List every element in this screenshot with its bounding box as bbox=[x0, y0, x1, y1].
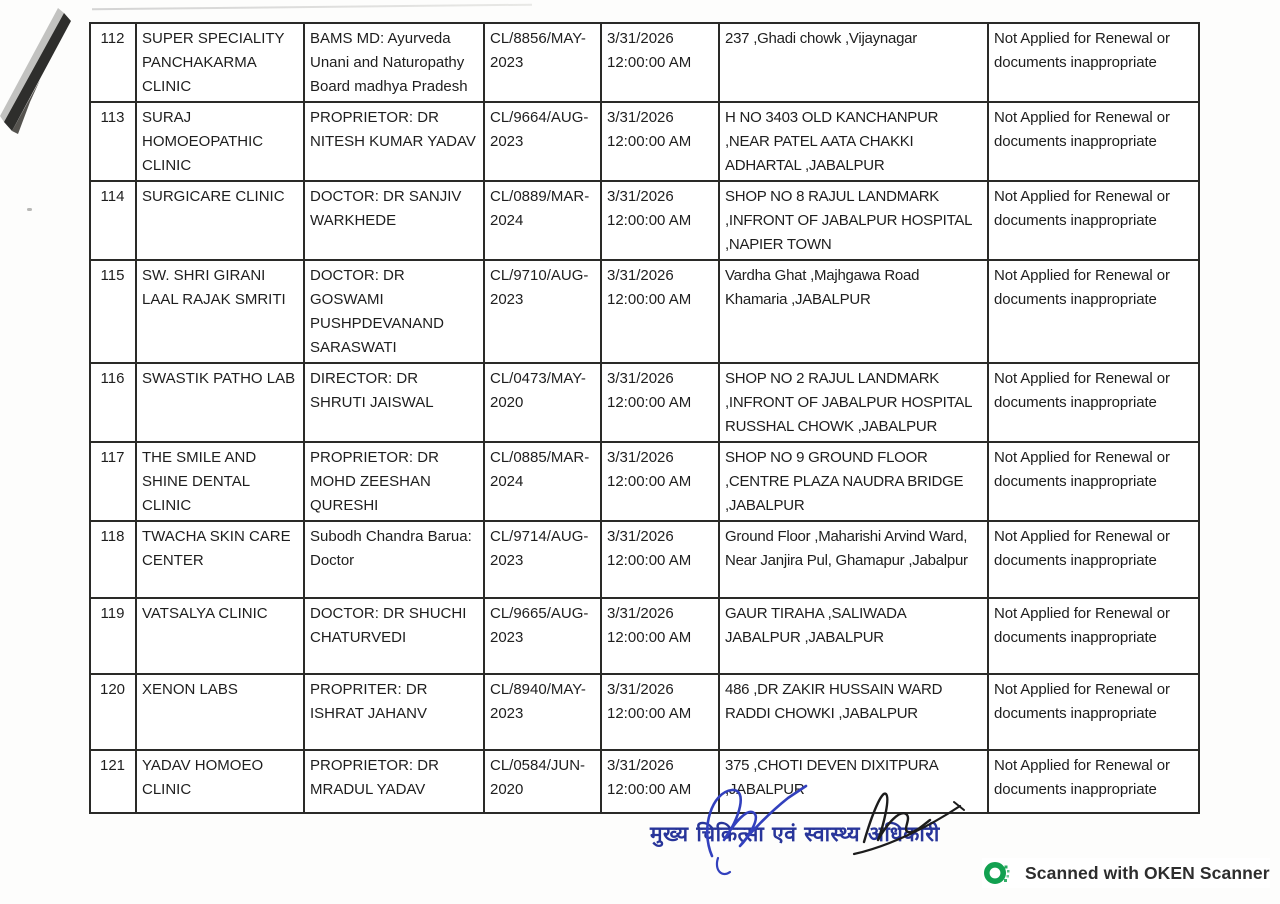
status-cell: Not Applied for Renewal or documents inappropriate bbox=[988, 102, 1199, 181]
address-cell: 237 ,Ghadi chowk ,Vijaynagar bbox=[719, 23, 988, 102]
address-cell: Ground Floor ,Maharishi Arvind Ward, Near Janjira Pul, Ghamapur ,Jabalpur bbox=[719, 521, 988, 598]
table-row bbox=[90, 674, 1199, 750]
oken-scanner-badge bbox=[982, 858, 1270, 888]
serial-cell: 120 bbox=[90, 674, 136, 750]
status-cell: Not Applied for Renewal or documents inappropriate bbox=[988, 363, 1199, 442]
license-cell: CL/9710/AUG-2023 bbox=[484, 260, 601, 363]
address-cell: 486 ,DR ZAKIR HUSSAIN WARD RADDI CHOWKI ,JABALPUR bbox=[719, 674, 988, 750]
owner-cell: DOCTOR: DR SANJIV WARKHEDE bbox=[304, 181, 484, 260]
serial-cell: 113 bbox=[90, 102, 136, 181]
address-cell: Vardha Ghat ,Majhgawa Road Khamaria ,JABALPUR bbox=[719, 260, 988, 363]
status-cell: Not Applied for Renewal or documents inappropriate bbox=[988, 260, 1199, 363]
clinic-name-cell: XENON LABS bbox=[136, 674, 304, 750]
serial-cell: 114 bbox=[90, 181, 136, 260]
owner-cell: PROPRIETOR: DR NITESH KUMAR YADAV bbox=[304, 102, 484, 181]
owner-cell: PROPRITER: DR ISHRAT JAHANV bbox=[304, 674, 484, 750]
clinic-name-cell: TWACHA SKIN CARE CENTER bbox=[136, 521, 304, 598]
license-cell: CL/9664/AUG-2023 bbox=[484, 102, 601, 181]
address-cell: GAUR TIRAHA ,SALIWADA JABALPUR ,JABALPUR bbox=[719, 598, 988, 674]
status-cell: Not Applied for Renewal or documents inappropriate bbox=[988, 442, 1199, 521]
valid-until-cell: 3/31/2026 12:00:00 AM bbox=[601, 23, 719, 102]
serial-cell: 115 bbox=[90, 260, 136, 363]
table-row bbox=[90, 521, 1199, 598]
serial-cell: 117 bbox=[90, 442, 136, 521]
valid-until-cell: 3/31/2026 12:00:00 AM bbox=[601, 260, 719, 363]
license-cell: CL/8940/MAY-2023 bbox=[484, 674, 601, 750]
address-cell: SHOP NO 2 RAJUL LANDMARK ,INFRONT OF JABALPUR HOSPITAL RUSSHAL CHOWK ,JABALPUR bbox=[719, 363, 988, 442]
scan-artifact-top-streak bbox=[92, 4, 532, 11]
clinic-name-cell: VATSALYA CLINIC bbox=[136, 598, 304, 674]
clinic-name-cell: SWASTIK PATHO LAB bbox=[136, 363, 304, 442]
table-row bbox=[90, 102, 1199, 181]
oken-scanner-icon bbox=[982, 858, 1012, 888]
valid-until-cell: 3/31/2026 12:00:00 AM bbox=[601, 674, 719, 750]
clinic-registry-table bbox=[89, 22, 1200, 814]
table-row bbox=[90, 598, 1199, 674]
owner-cell: Subodh Chandra Barua: Doctor bbox=[304, 521, 484, 598]
valid-until-cell: 3/31/2026 12:00:00 AM bbox=[601, 598, 719, 674]
valid-until-cell: 3/31/2026 12:00:00 AM bbox=[601, 363, 719, 442]
signature-black-ink bbox=[848, 780, 973, 865]
valid-until-cell: 3/31/2026 12:00:00 AM bbox=[601, 521, 719, 598]
owner-cell: PROPRIETOR: DR MRADUL YADAV bbox=[304, 750, 484, 813]
table-row bbox=[90, 750, 1199, 813]
clinic-name-cell: SURGICARE CLINIC bbox=[136, 181, 304, 260]
owner-cell: DOCTOR: DR GOSWAMI PUSHPDEVANAND SARASWATI bbox=[304, 260, 484, 363]
address-cell: 375 ,CHOTI DEVEN DIXITPURA ,JABALPUR bbox=[719, 750, 988, 813]
scan-artifact-pen-edge bbox=[0, 0, 90, 150]
serial-cell: 116 bbox=[90, 363, 136, 442]
license-cell: CL/9714/AUG-2023 bbox=[484, 521, 601, 598]
table-row bbox=[90, 442, 1199, 521]
valid-until-cell: 3/31/2026 12:00:00 AM bbox=[601, 750, 719, 813]
address-cell: SHOP NO 8 RAJUL LANDMARK ,INFRONT OF JABALPUR HOSPITAL ,NAPIER TOWN bbox=[719, 181, 988, 260]
clinic-name-cell: SURAJ HOMOEOPATHIC CLINIC bbox=[136, 102, 304, 181]
license-cell: CL/0889/MAR-2024 bbox=[484, 181, 601, 260]
clinic-name-cell: THE SMILE AND SHINE DENTAL CLINIC bbox=[136, 442, 304, 521]
valid-until-cell: 3/31/2026 12:00:00 AM bbox=[601, 102, 719, 181]
status-cell: Not Applied for Renewal or documents inappropriate bbox=[988, 750, 1199, 813]
officer-designation-stamp: मुख्य चिकित्सा एवं स्वास्थ्य अधिकारी bbox=[650, 822, 940, 846]
serial-cell: 119 bbox=[90, 598, 136, 674]
status-cell: Not Applied for Renewal or documents inappropriate bbox=[988, 23, 1199, 102]
license-cell: CL/0885/MAR-2024 bbox=[484, 442, 601, 521]
table-row bbox=[90, 260, 1199, 363]
serial-cell: 121 bbox=[90, 750, 136, 813]
license-cell: CL/0584/JUN-2020 bbox=[484, 750, 601, 813]
address-cell: SHOP NO 9 GROUND FLOOR ,CENTRE PLAZA NAUDRA BRIDGE ,JABALPUR bbox=[719, 442, 988, 521]
license-cell: CL/8856/MAY-2023 bbox=[484, 23, 601, 102]
owner-cell: BAMS MD: Ayurveda Unani and Naturopathy Board madhya Pradesh bbox=[304, 23, 484, 102]
status-cell: Not Applied for Renewal or documents inappropriate bbox=[988, 181, 1199, 260]
license-cell: CL/9665/AUG-2023 bbox=[484, 598, 601, 674]
table-row bbox=[90, 23, 1199, 102]
serial-cell: 118 bbox=[90, 521, 136, 598]
status-cell: Not Applied for Renewal or documents inappropriate bbox=[988, 521, 1199, 598]
valid-until-cell: 3/31/2026 12:00:00 AM bbox=[601, 442, 719, 521]
status-cell: Not Applied for Renewal or documents inappropriate bbox=[988, 674, 1199, 750]
valid-until-cell: 3/31/2026 12:00:00 AM bbox=[601, 181, 719, 260]
owner-cell: PROPRIETOR: DR MOHD ZEESHAN QURESHI bbox=[304, 442, 484, 521]
table-row bbox=[90, 363, 1199, 442]
owner-cell: DOCTOR: DR SHUCHI CHATURVEDI bbox=[304, 598, 484, 674]
table-row bbox=[90, 181, 1199, 260]
serial-cell: 112 bbox=[90, 23, 136, 102]
status-cell: Not Applied for Renewal or documents inappropriate bbox=[988, 598, 1199, 674]
oken-scanner-label: Scanned with OKEN Scanner bbox=[1025, 862, 1270, 883]
clinic-name-cell: SW. SHRI GIRANI LAAL RAJAK SMRITI bbox=[136, 260, 304, 363]
clinic-name-cell: YADAV HOMOEO CLINIC bbox=[136, 750, 304, 813]
clinic-name-cell: SUPER SPECIALITY PANCHAKARMA CLINIC bbox=[136, 23, 304, 102]
scan-artifact-dot bbox=[27, 208, 32, 211]
owner-cell: DIRECTOR: DR SHRUTI JAISWAL bbox=[304, 363, 484, 442]
signature-blue-ink bbox=[688, 778, 823, 883]
address-cell: H NO 3403 OLD KANCHANPUR ,NEAR PATEL AATA CHAKKI ADHARTAL ,JABALPUR bbox=[719, 102, 988, 181]
license-cell: CL/0473/MAY-2020 bbox=[484, 363, 601, 442]
